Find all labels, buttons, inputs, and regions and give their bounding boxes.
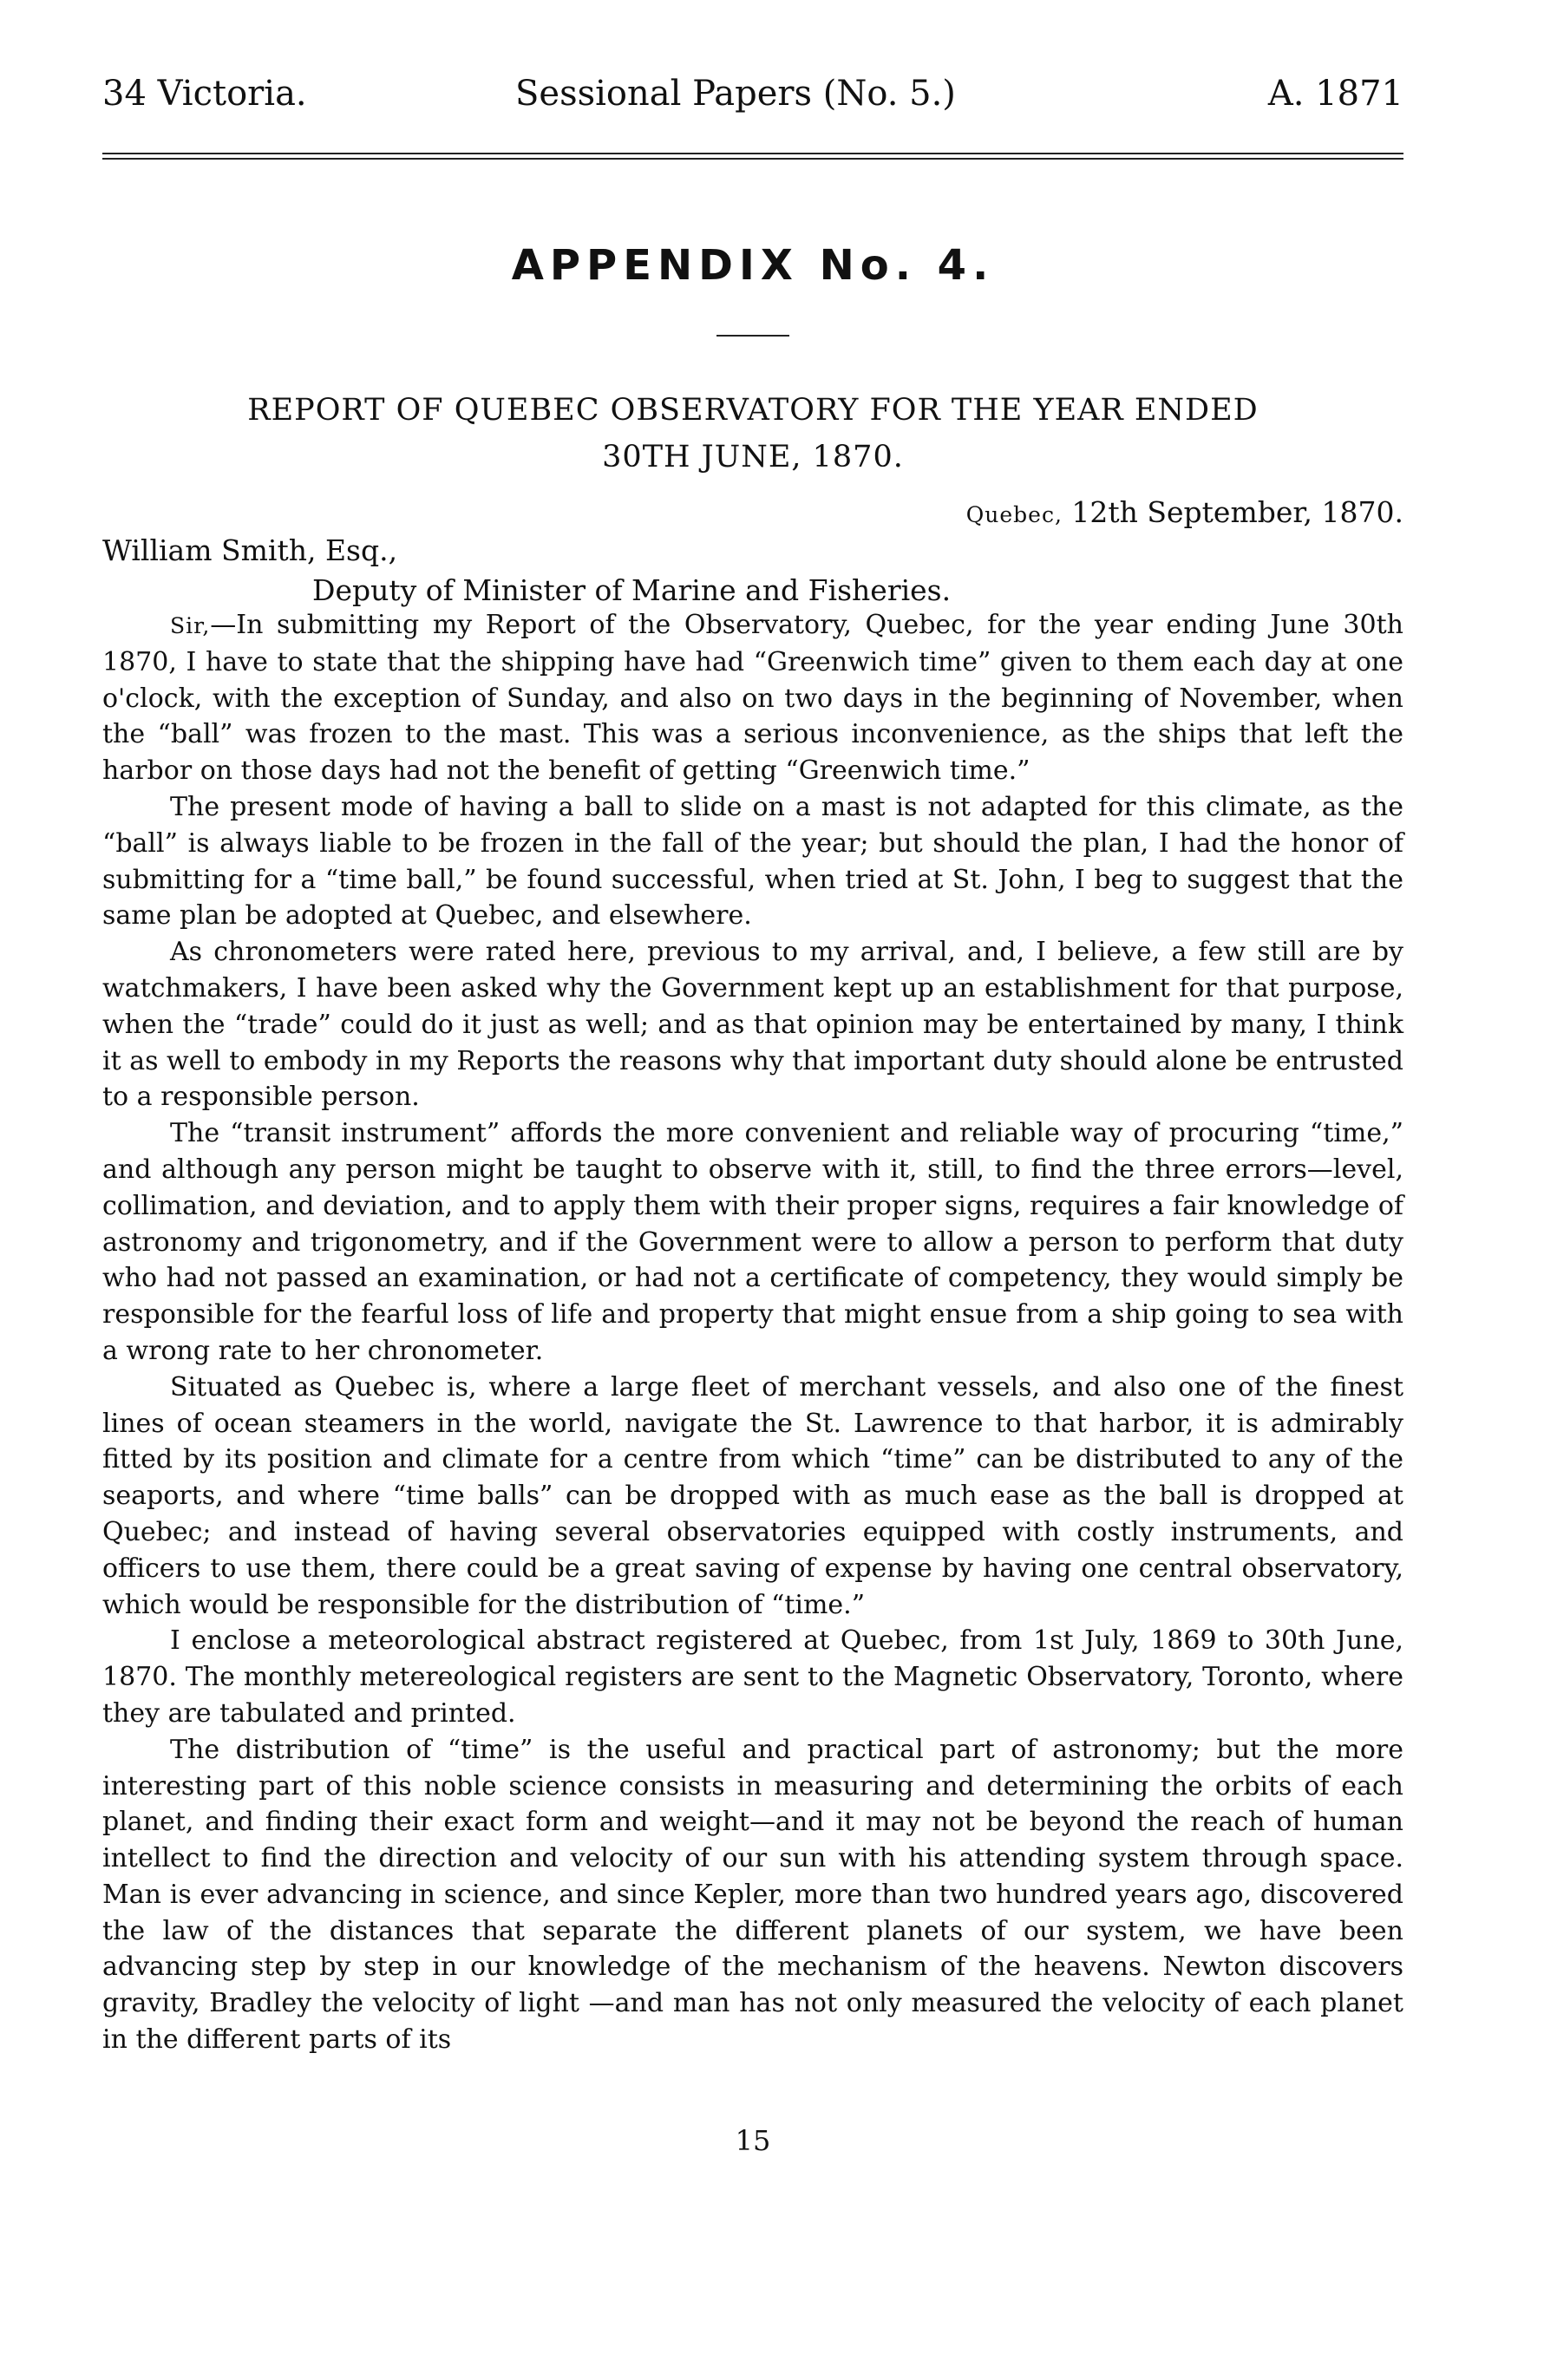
salutation: Sir, — [170, 613, 211, 638]
report-title — [102, 387, 1403, 481]
recipient-title: Deputy of Minister of Marine and Fisheries. — [312, 573, 952, 607]
header-series: Sessional Papers (No. 5.) — [515, 74, 956, 114]
document-page — [102, 0, 1403, 2380]
appendix-title: APPENDIX No. 4. — [511, 241, 995, 290]
paragraph — [102, 607, 1403, 789]
paragraph: As chronometers were rated here, previous to my arrival, and, I believe, a few still are by watchmakers, I have been asked why the Government kept up an establishment for that purpose, when the “trade” could do it just as well; and as that opinion may be entertained by many, I think it as well to embody in my Reports the reasons why that important duty should alone be entrusted to a responsible person. — [102, 937, 1403, 1113]
recipient-block — [102, 531, 951, 611]
header-year: A. 1871 — [1267, 74, 1403, 114]
paragraph-text: —In submitting my Report of the Observatory, Quebec, for the year ending June 30th 1870, I have to state that the shipping have had “Greenwich time” given to them each day at one o'clock, with the exception of Sunday, and also on two days in the beginning of November, when the “ball” was frozen to the mast. This was a serious inconvenience, as the ships that left the harbor on those days had not the benefit of getting “Greenwich time.” — [102, 610, 1403, 787]
paragraph: The present mode of having a ball to slide on a mast is not adapted for this climate, as the “ball” is always liable to be frozen in the fall of the year; but should the plan, I had the honor of submitting for a “time ball,” be found successful, when tried at St. John, I beg to suggest that the same plan be adopted at Quebec, and elsewhere. — [102, 791, 1403, 932]
recipient-name: William Smith, Esq., — [102, 533, 398, 567]
paragraph: The distribution of “time” is the useful and practical part of astronomy; but the more interesting part of this noble science consists in measuring and determining the orbits of each planet, and finding their exact form and weight—and it may not be beyond the reach of human intellect to find the direction and velocity of our sun with his attending system through space. Man is ever advancing in science, and since Kepler, more than two hundred years ago, discovered the law of the distances that separate the different planets of our system, we have been advancing step by step in our knowledge of the mechanism of the heavens. Newton discovers gravity, Bradley the velocity of light —and man has not only measured the velocity of each planet in the different parts of its — [102, 1734, 1403, 2056]
paragraph: I enclose a meteorological abstract registered at Quebec, from 1st July, 1869 to 30th June, 1870. The monthly metereological registers are sent to the Magnetic Observatory, Toronto, where they are tabulated and printed. — [102, 1625, 1403, 1729]
running-header — [102, 68, 1403, 120]
dateline — [102, 493, 1403, 533]
page-number: 15 — [735, 2124, 771, 2157]
dateline-date: 12th September, 1870. — [1071, 495, 1403, 529]
letter-body — [102, 607, 1403, 2058]
report-title-line-1: REPORT OF QUEBEC OBSERVATORY FOR THE YEAR ENDED — [247, 393, 1259, 428]
report-title-line-2: 30TH JUNE, 1870. — [602, 440, 904, 474]
header-volume: 34 Victoria. — [102, 74, 307, 114]
paragraph: Situated as Quebec is, where a large fleet of merchant vessels, and also one of the finest lines of ocean steamers in the world, navigate the St. Lawrence to that harbor, it is admirably fitted by its position and climate for a centre from which “time” can be distributed to any of the seaports, and where “time balls” can be dropped with as much ease as the ball is dropped at Quebec; and instead of having several observatories equipped with costly instruments, and officers to use them, there could be a great saving of expense by having one central observatory, which would be responsible for the distribution of “time.” — [102, 1371, 1403, 1620]
title-divider — [716, 335, 789, 337]
paragraph: The “transit instrument” affords the more convenient and reliable way of procuring “time,” and although any person might be taught to observe with it, still, to find the three errors—level, collimation, and deviation, and to apply them with their proper signs, requires a fair knowledge of astronomy and trigonometry, and if the Government were to allow a person to perform that duty who had not passed an examination, or had not a certificate of competency, they would simply be responsible for the fearful loss of life and property that might ensue from a ship going to sea with a wrong rate to her chronometer. — [102, 1118, 1403, 1366]
header-double-rule — [102, 153, 1403, 160]
dateline-place: Quebec, — [965, 502, 1063, 527]
